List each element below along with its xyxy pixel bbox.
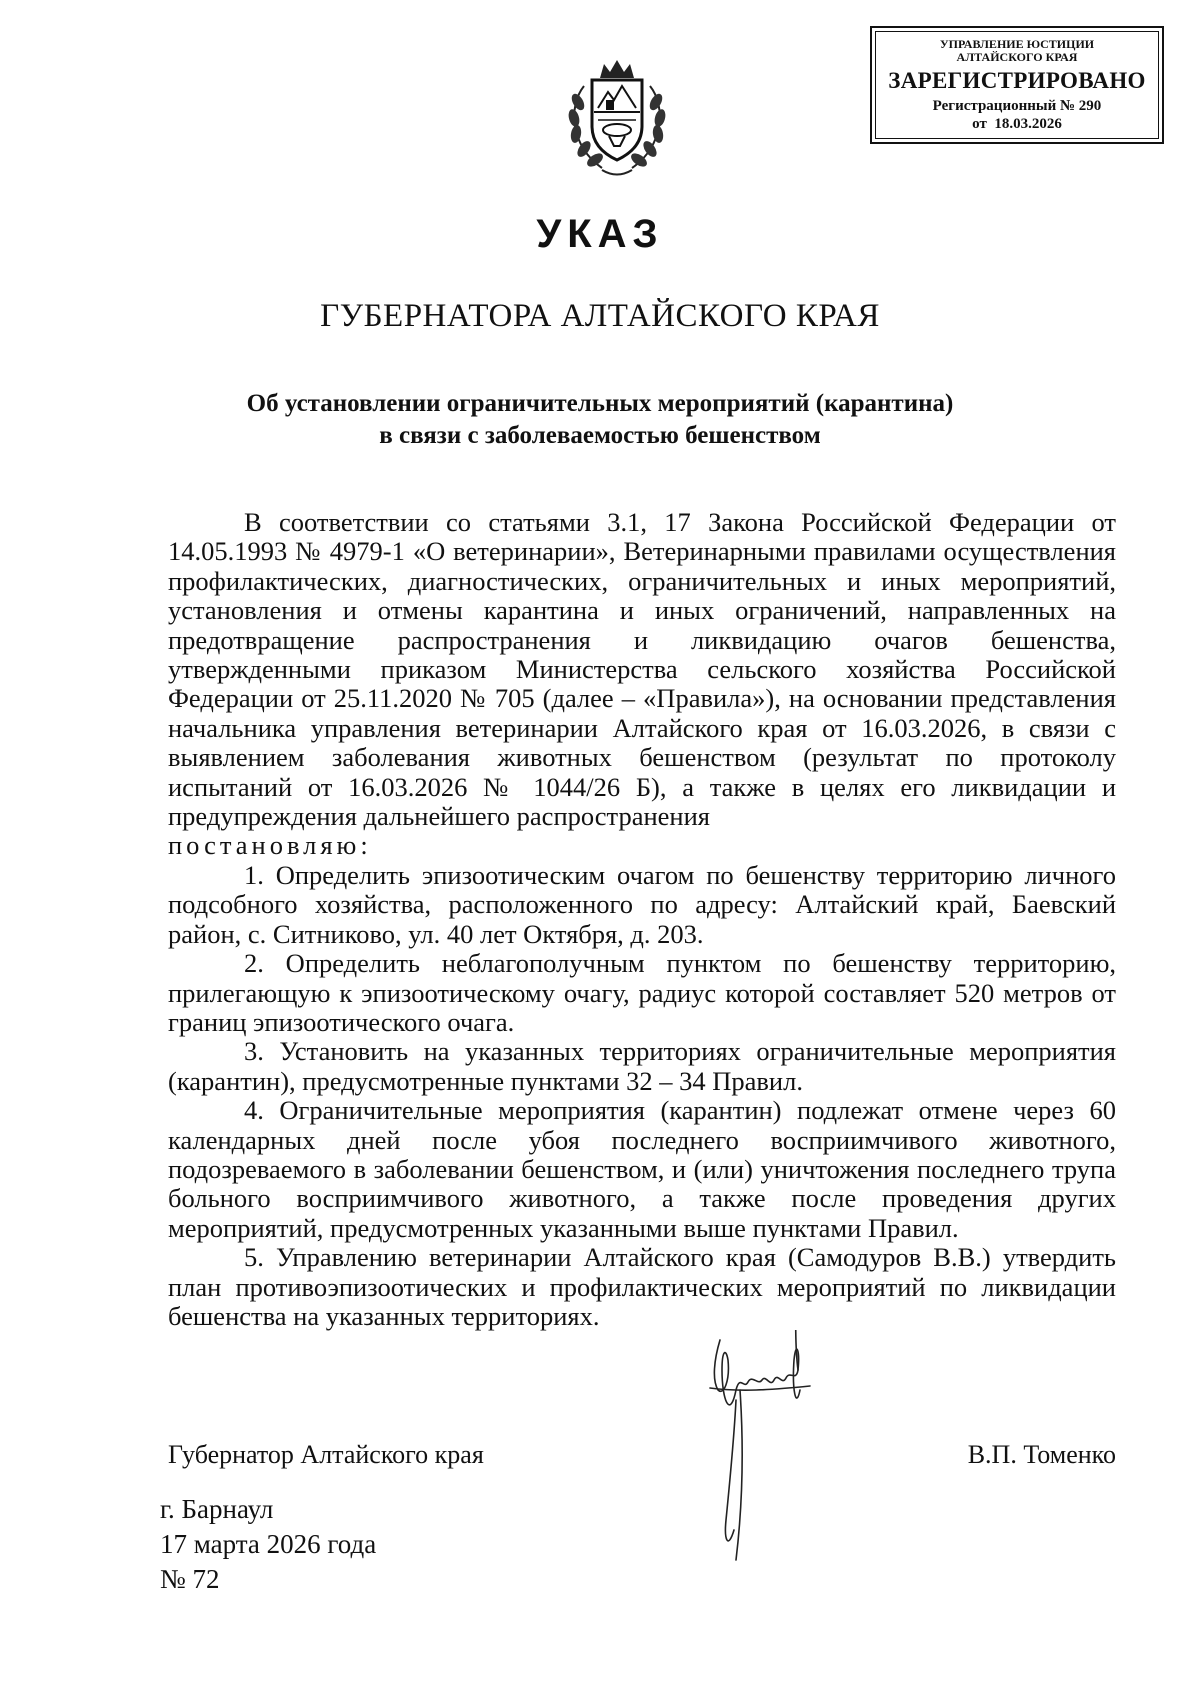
document-footer (160, 1492, 376, 1597)
footer-date: 17 марта 2026 года (160, 1529, 377, 1559)
footer-city: г. Барнаул (160, 1494, 274, 1524)
document-title: УКАЗ (536, 212, 664, 256)
item-5: 5. Управлению ветеринарии Алтайского края (Самодуров В.В.) утвердить план противоэпизоотических и профилактических мероприятий по ликвидации бешенства на указанных территориях. (168, 1242, 1116, 1331)
signature-block (168, 1440, 1116, 1480)
signatory-name: В.П. Томенко (967, 1440, 1116, 1469)
footer-number: № 72 (160, 1564, 220, 1594)
stamp-reg-number: Регистрационный № 290 (932, 98, 1102, 115)
subject-line-2: в связи с заболеваемостью бешенством (379, 422, 821, 449)
subject-line-1: Об установлении ограничительных мероприятий (карантина) (246, 390, 954, 417)
coat-of-arms-icon (562, 56, 672, 180)
document-issuer: ГУБЕРНАТОРА АЛТАЙСКОГО КРАЯ (320, 298, 880, 334)
preamble-text: В соответствии со статьями 3.1, 17 Закона Российской Федерации от 14.05.1993 № 4979-1 «О ветеринарии», Ветеринарными правилами осуществления профилактических, диагностических, ограничительных и иных мероприятий, установления и отмены карантина и иных ограничений, направленных на предотвращение распространения и ликвидацию очагов бешенства, утвержденными приказом Министерства сельского хозяйства Российской Федерации от 25.11.2020 № 705 (далее – «Правила»), на основании представления начальника управления ветеринарии Алтайского края от 16.03.2026, в связи с выявлением заболевания животных бешенством (результат по протоколу испытаний от 16.03.2026 № 1044/26 Б), а также в целях его ликвидации и предупреждения дальнейшего распространения (168, 507, 1116, 832)
stamp-status: ЗАРЕГИСТРИРОВАНО (888, 68, 1146, 94)
item-3: 3. Установить на указанных территориях ограничительные мероприятия (карантин), предусмотренные пунктами 32 – 34 Правил. (168, 1036, 1116, 1096)
document-subject (120, 388, 1080, 452)
decree-word: постановляю: (168, 830, 372, 861)
document-body (168, 508, 1116, 1331)
stamp-org: УПРАВЛЕНИЕ ЮСТИЦИИ АЛТАЙСКОГО КРАЯ (939, 37, 1095, 64)
item-4: 4. Ограничительные мероприятия (карантин) подлежат отмене через 60 календарных дней после убоя последнего восприимчивого животного, подозреваемого в заболевании бешенством, и (или) уничтожения последнего трупа больного восприимчивого животного, а также после проведения других мероприятий, предусмотренных указанными выше пунктами Правил. (168, 1095, 1116, 1243)
stamp-date: от 18.03.2026 (972, 116, 1062, 133)
preamble-paragraph (168, 508, 1116, 831)
registration-stamp (870, 26, 1164, 144)
signatory-position: Губернатор Алтайского края (168, 1440, 484, 1469)
item-2: 2. Определить неблагополучным пунктом по бешенству территорию, прилегающую к эпизоотическому очагу, радиус которой составляет 520 метров от границ эпизоотического очага. (168, 948, 1116, 1037)
item-1: 1. Определить эпизоотическим очагом по бешенству территорию личного подсобного хозяйства, расположенного по адресу: Алтайский край, Баевский район, с. Ситниково, ул. 40 лет Октября, д. 203. (168, 859, 1116, 949)
